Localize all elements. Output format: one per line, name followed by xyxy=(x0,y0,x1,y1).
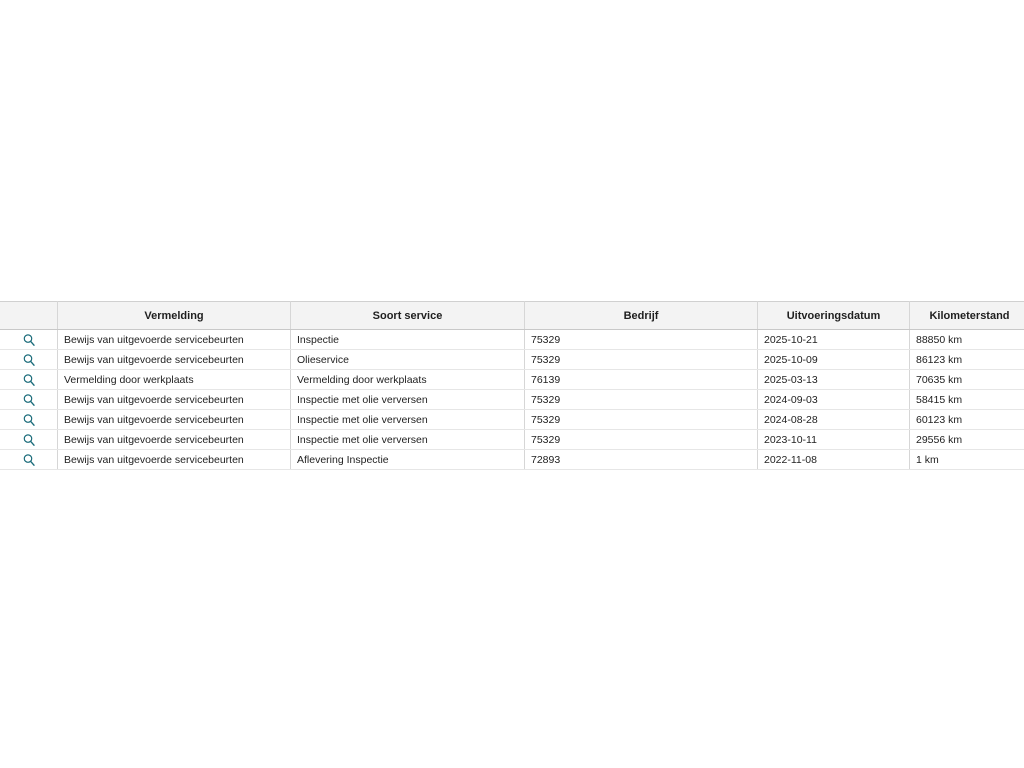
service-history-table-container xyxy=(0,301,1024,470)
cell-uitvoeringsdatum: 2025-03-13 xyxy=(758,370,910,390)
table-row[interactable] xyxy=(0,430,1024,450)
cell-vermelding: Vermelding door werkplaats xyxy=(58,370,291,390)
column-header-bedrijf[interactable]: Bedrijf xyxy=(525,302,758,330)
search-icon[interactable] xyxy=(22,393,36,407)
row-detail-button[interactable] xyxy=(0,370,58,390)
search-icon[interactable] xyxy=(22,453,36,467)
row-detail-button[interactable] xyxy=(0,330,58,350)
cell-uitvoeringsdatum: 2025-10-21 xyxy=(758,330,910,350)
column-header-kilometerstand[interactable]: Kilometerstand xyxy=(910,302,1024,330)
cell-bedrijf: 75329 xyxy=(525,410,758,430)
row-detail-button[interactable] xyxy=(0,450,58,470)
cell-soort-service: Inspectie met olie verversen xyxy=(291,390,525,410)
cell-soort-service: Inspectie xyxy=(291,330,525,350)
cell-uitvoeringsdatum: 2024-09-03 xyxy=(758,390,910,410)
row-detail-button[interactable] xyxy=(0,410,58,430)
cell-soort-service: Inspectie met olie verversen xyxy=(291,410,525,430)
cell-vermelding: Bewijs van uitgevoerde servicebeurten xyxy=(58,350,291,370)
table-row[interactable] xyxy=(0,410,1024,430)
cell-vermelding: Bewijs van uitgevoerde servicebeurten xyxy=(58,390,291,410)
table-row[interactable] xyxy=(0,450,1024,470)
column-header-vermelding[interactable]: Vermelding xyxy=(58,302,291,330)
cell-kilometerstand: 58415 km xyxy=(910,390,1024,410)
column-header-soort-service[interactable]: Soort service xyxy=(291,302,525,330)
cell-kilometerstand: 29556 km xyxy=(910,430,1024,450)
column-header-icon xyxy=(0,302,58,330)
service-history-table xyxy=(0,301,1024,470)
cell-bedrijf: 75329 xyxy=(525,430,758,450)
search-icon[interactable] xyxy=(22,333,36,347)
cell-soort-service: Vermelding door werkplaats xyxy=(291,370,525,390)
table-row[interactable] xyxy=(0,350,1024,370)
cell-soort-service: Olieservice xyxy=(291,350,525,370)
cell-uitvoeringsdatum: 2024-08-28 xyxy=(758,410,910,430)
cell-uitvoeringsdatum: 2022-11-08 xyxy=(758,450,910,470)
cell-vermelding: Bewijs van uitgevoerde servicebeurten xyxy=(58,410,291,430)
cell-bedrijf: 75329 xyxy=(525,350,758,370)
column-header-uitvoeringsdatum[interactable]: Uitvoeringsdatum xyxy=(758,302,910,330)
cell-bedrijf: 75329 xyxy=(525,330,758,350)
cell-bedrijf: 75329 xyxy=(525,390,758,410)
cell-uitvoeringsdatum: 2023-10-11 xyxy=(758,430,910,450)
cell-uitvoeringsdatum: 2025-10-09 xyxy=(758,350,910,370)
table-row[interactable] xyxy=(0,370,1024,390)
search-icon[interactable] xyxy=(22,353,36,367)
cell-vermelding: Bewijs van uitgevoerde servicebeurten xyxy=(58,430,291,450)
cell-soort-service: Inspectie met olie verversen xyxy=(291,430,525,450)
cell-kilometerstand: 88850 km xyxy=(910,330,1024,350)
table-body xyxy=(0,330,1024,470)
search-icon[interactable] xyxy=(22,433,36,447)
table-row[interactable] xyxy=(0,390,1024,410)
table-row[interactable] xyxy=(0,330,1024,350)
cell-kilometerstand: 1 km xyxy=(910,450,1024,470)
cell-bedrijf: 76139 xyxy=(525,370,758,390)
cell-bedrijf: 72893 xyxy=(525,450,758,470)
cell-kilometerstand: 70635 km xyxy=(910,370,1024,390)
cell-kilometerstand: 86123 km xyxy=(910,350,1024,370)
cell-vermelding: Bewijs van uitgevoerde servicebeurten xyxy=(58,330,291,350)
table-header xyxy=(0,302,1024,330)
cell-kilometerstand: 60123 km xyxy=(910,410,1024,430)
search-icon[interactable] xyxy=(22,373,36,387)
row-detail-button[interactable] xyxy=(0,350,58,370)
row-detail-button[interactable] xyxy=(0,390,58,410)
cell-vermelding: Bewijs van uitgevoerde servicebeurten xyxy=(58,450,291,470)
cell-soort-service: Aflevering Inspectie xyxy=(291,450,525,470)
table-header-row xyxy=(0,302,1024,330)
search-icon[interactable] xyxy=(22,413,36,427)
row-detail-button[interactable] xyxy=(0,430,58,450)
